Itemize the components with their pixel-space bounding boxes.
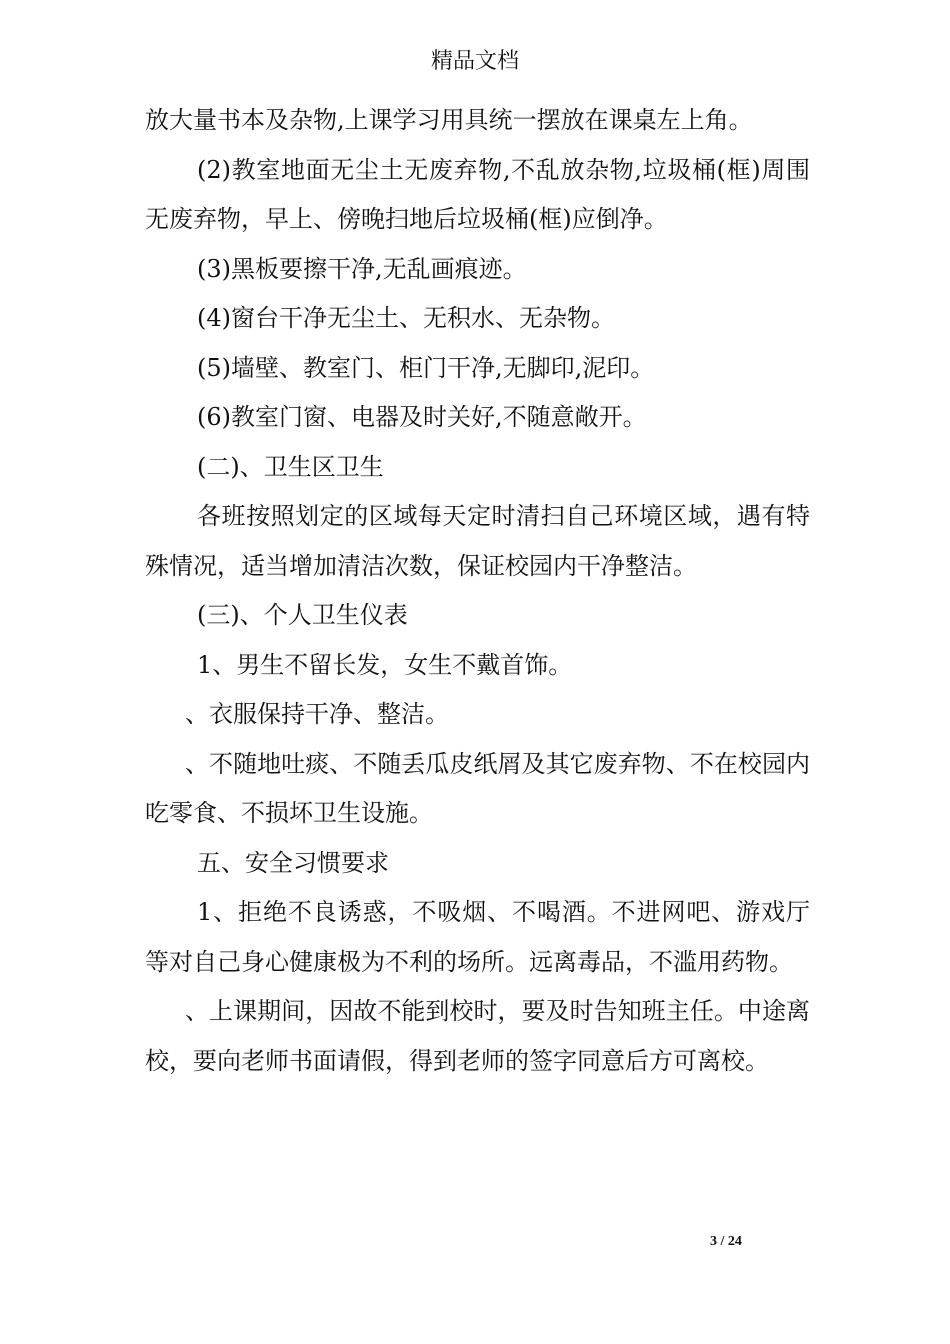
page-number: 3 / 24 bbox=[710, 1234, 742, 1249]
paragraph-safety-2: 、上课期间，因故不能到校时，要及时告知班主任。中途离校，要向老师书面请假，得到老师的签字同意后方可离校。 bbox=[145, 997, 810, 1075]
section-heading-safety: 五、安全习惯要求 bbox=[197, 848, 389, 877]
document-body bbox=[145, 96, 810, 1086]
paragraph-personal-3: 、不随地吐痰、不随丢瓜皮纸屑及其它废弃物、不在校园内吃零食、不损坏卫生设施。 bbox=[145, 749, 810, 827]
paragraph-hygiene-area: 各班按照划定的区域每天定时清扫自己环境区域，遇有特殊情况，适当增加清洁次数，保证校园内干净整洁。 bbox=[145, 502, 810, 580]
section-heading-personal-hygiene: (三)、个人卫生仪表 bbox=[197, 601, 408, 629]
paragraph-item-3: (3)黑板要擦干净,无乱画痕迹。 bbox=[197, 254, 527, 283]
paragraph-personal-1: 1、男生不留长发，女生不戴首饰。 bbox=[197, 650, 573, 679]
paragraph-item-2: (2)教室地面无尘土无废弃物,不乱放杂物,垃圾桶(框)周围无废弃物，早上、傍晚扫地后垃圾桶(框)应倒净。 bbox=[145, 155, 810, 233]
paragraph-personal-2: 、衣服保持干净、整洁。 bbox=[185, 700, 449, 728]
paragraph-item-6: (6)教室门窗、电器及时关好,不随意敞开。 bbox=[197, 403, 647, 431]
paragraph-item-4: (4)窗台干净无尘土、无积水、无杂物。 bbox=[197, 304, 615, 332]
paragraph-item-5: (5)墙壁、教室门、柜门干净,无脚印,泥印。 bbox=[197, 353, 655, 382]
paragraph-continuation: 放大量书本及杂物,上课学习用具统一摆放在课桌左上角。 bbox=[145, 106, 753, 134]
section-heading-hygiene-area: (二)、卫生区卫生 bbox=[197, 452, 384, 481]
paragraph-safety-1: 1、拒绝不良诱惑，不吸烟、不喝酒。不进网吧、游戏厅等对自己身心健康极为不利的场所。远离毒品，不滥用药物。 bbox=[145, 898, 810, 976]
page-header-title: 精品文档 bbox=[430, 49, 519, 74]
